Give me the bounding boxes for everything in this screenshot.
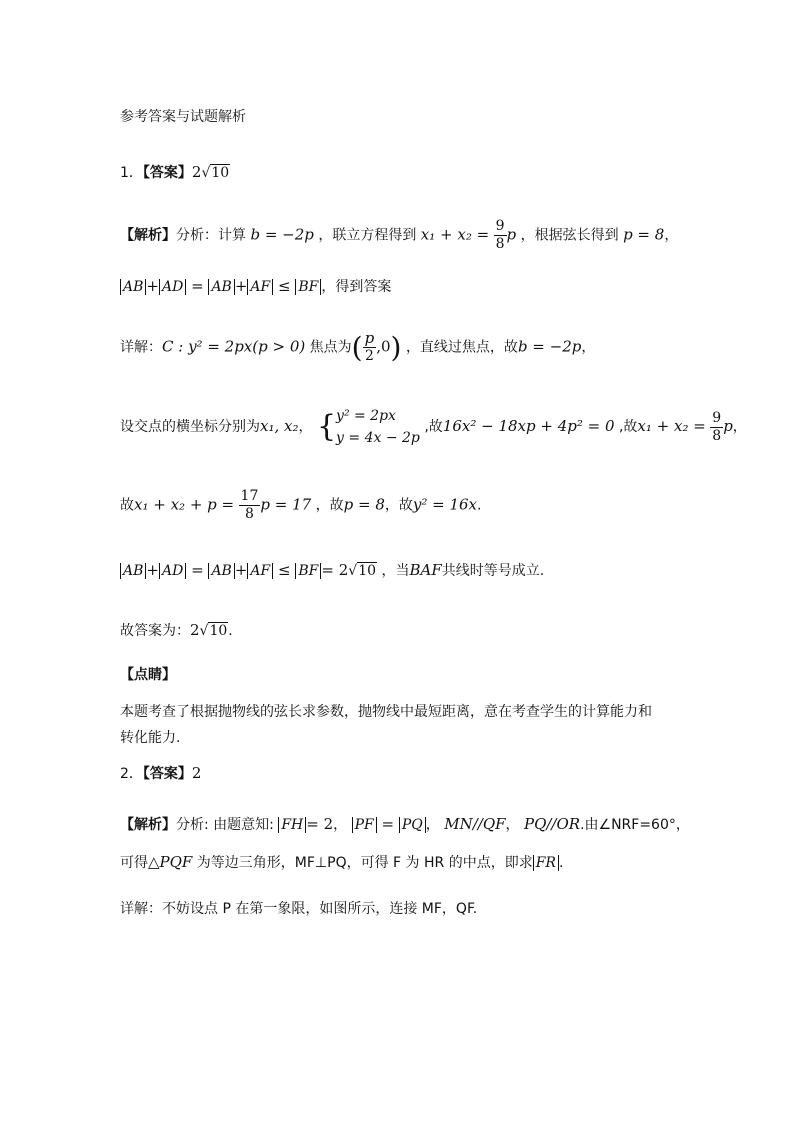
quadratic-equation: 16x² − 18xp + 4p² = 0 <box>442 417 615 435</box>
system-eq2: y = 4x − 2p <box>336 430 420 446</box>
q1-analysis-line1: 【解析】分析：计算 b = −2p ，联立方程得到 x₁ + x₂ = $\frac{9}{8}$ p ，根据弦长得到 p = 8， <box>120 218 679 252</box>
q2-answer-line <box>120 763 201 783</box>
fh: FH <box>278 817 306 833</box>
q2-number: 2． <box>120 766 143 782</box>
text: ， <box>333 817 348 833</box>
q1-detail-line5 <box>120 488 481 523</box>
q2-analysis-line1: 【解析】分析: 由题意知: FH = 2， PF = PQ ， MN//QF， PQ//OR.由∠NRF=60°， <box>120 815 690 833</box>
q1-analysis-line2: AB + AD = AB + AF ≤ BF ，得到答案 <box>120 276 391 296</box>
q1-answer-line: 1．【答案】2√10 <box>120 163 230 181</box>
mn-parallel-qf: MN//QF <box>444 815 506 833</box>
radicand: 10 <box>209 623 228 639</box>
text: ,故 <box>618 419 638 435</box>
numerator: 9 <box>712 409 722 426</box>
q2-analysis-line2 <box>120 852 563 872</box>
text: ，根据弦长得到 <box>520 227 619 244</box>
text: ， <box>298 419 313 435</box>
sum-p-expression: x₁ + x₂ + p = <box>134 495 235 514</box>
text: 可得 <box>120 855 148 871</box>
q1-answer-prefix: 2 <box>191 163 202 181</box>
denominator: 2 <box>363 347 377 365</box>
text: . <box>228 623 233 639</box>
text: ， <box>581 339 596 356</box>
q2-answer-tag: 【答案】 <box>142 766 192 782</box>
curve-expression: C : y² = 2px(p > 0) <box>162 337 306 356</box>
q1-detail-line4: 设交点的横坐标分别为x₁, x₂， { y² = 2px y = 4x − 2p ,故16x² − 18xp + 4p² = 0 ,故x₁ + x₂ = $\frac{9}{8}$ p， <box>120 405 747 449</box>
q1-number: 1． <box>120 165 143 181</box>
system-brace: { <box>316 409 337 444</box>
triangle-pqf: △PQF <box>148 853 193 871</box>
fraction-9-8 <box>710 410 723 445</box>
text: .由∠NRF=60°， <box>580 817 690 833</box>
q2-detail-line: 详解：不妨设点 P 在第一象限，如图所示，连接 MF，QF. <box>120 901 478 917</box>
text: 为等边三角形，MF⊥PQ，可得 F 为 HR 的中点，即求 <box>196 855 533 871</box>
p-equals-8: p = 8 <box>623 225 665 244</box>
page-title: 参考答案与试题解析 <box>120 109 246 125</box>
q1-analysis-tag: 【解析】 <box>120 227 176 244</box>
pq: PQ <box>399 817 426 833</box>
equals-2: = 2 <box>321 561 349 579</box>
radicand: 10 <box>358 563 377 579</box>
text: 故答案为： <box>120 623 190 639</box>
q1-detail-line3: 详解：C : y² = 2px(p > 0) 焦点为( $\frac{p}{2}$ ,0) ，直线过焦点，故b = −2p， <box>120 329 596 364</box>
text: 焦点为 <box>309 339 352 356</box>
text: ， <box>505 817 520 833</box>
numerator: p <box>364 329 375 347</box>
fraction-9-8 <box>494 218 507 253</box>
p-equals-17: p = 17 <box>260 495 312 514</box>
pq-parallel-or: PQ//OR <box>523 815 581 833</box>
text: ， <box>732 419 747 435</box>
answer-prefix: 2 <box>190 621 200 639</box>
denominator: 8 <box>495 236 505 252</box>
text: . <box>558 855 564 871</box>
fr: FR <box>533 855 559 871</box>
baf-label: BAF <box>409 561 442 579</box>
text: ,故 <box>424 419 443 435</box>
text: ，直线过焦点，故 <box>405 339 518 356</box>
zero: 0 <box>381 337 391 356</box>
equation-system <box>336 405 420 449</box>
text: . <box>477 497 482 514</box>
q1-final-answer: 故答案为：2√10. <box>120 621 233 639</box>
text: 故 <box>120 497 134 514</box>
denominator: 8 <box>239 505 261 523</box>
text: 分析：计算 <box>176 227 246 244</box>
pf: PF <box>352 817 377 833</box>
text: ，联立方程得到 <box>318 227 417 244</box>
denominator: 8 <box>712 427 722 444</box>
text: 设交点的横坐标分别为 <box>120 419 260 435</box>
fraction-17-8 <box>239 488 261 523</box>
text: ， <box>425 817 440 833</box>
comment-line1: 本题考查了根据抛物线的弦长求参数，抛物线中最短距离，意在考查学生的计算能力和 <box>120 704 652 720</box>
equals-2: = 2 <box>306 815 334 833</box>
q2-analysis-tag: 【解析】 <box>120 817 176 833</box>
roots: x₁, x₂ <box>260 417 299 435</box>
text: 共线时等号成立. <box>441 563 545 579</box>
text: ，故 <box>315 497 344 514</box>
text: ，当 <box>381 563 410 579</box>
detail-label: 详解： <box>120 339 162 356</box>
text: ，得到答案 <box>321 279 392 295</box>
numerator: 17 <box>240 488 259 504</box>
parabola-equation: y² = 16x <box>412 495 478 514</box>
q1-answer-tag: 【答案】 <box>142 165 192 181</box>
comment-line2: 转化能力. <box>120 730 181 746</box>
q2-answer: 2 <box>191 764 202 782</box>
text: ， <box>664 227 679 244</box>
numerator: 9 <box>495 218 505 234</box>
sum-expression: x₁ + x₂ = <box>637 417 706 435</box>
p-equals-8: p = 8 <box>343 495 385 514</box>
highlight-tag: 【点睛】 <box>120 667 176 683</box>
b-expression: b = −2p <box>250 225 314 244</box>
sum-expression: x₁ + x₂ = <box>420 225 490 244</box>
fraction-p-2 <box>363 330 377 365</box>
system-eq1: y² = 2px <box>336 408 396 424</box>
b-expression: b = −2p <box>517 337 582 356</box>
text: 分析: 由题意知: <box>176 817 274 833</box>
q1-detail-line6: AB + AD = AB + AF ≤ BF = 2√10 ，当BAF共线时等号成立. <box>120 560 544 580</box>
text: ，故 <box>384 497 413 514</box>
q1-answer-radicand: 10 <box>211 165 230 181</box>
